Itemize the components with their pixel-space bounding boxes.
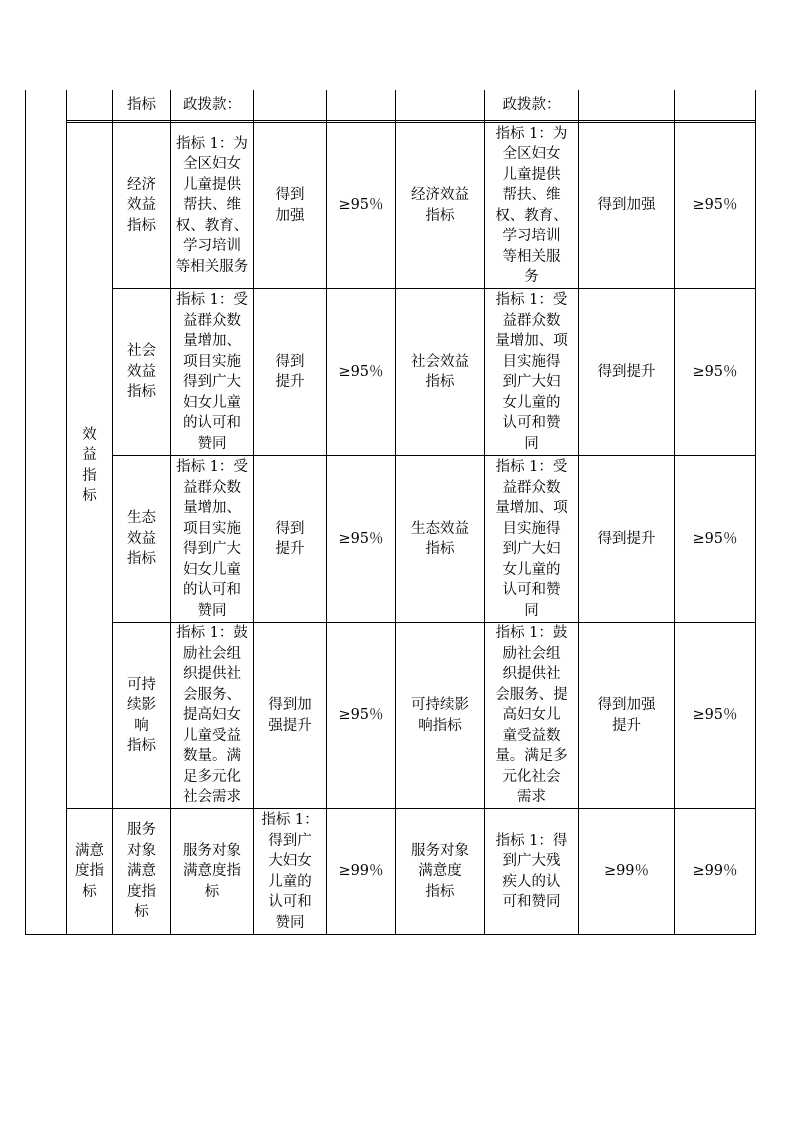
row4-indicator-desc-2: 指标 1：鼓 励社会组 织提供社 会服务、提 高妇女儿 童受益数 量。满足多 元化社会 需求 — [495, 625, 568, 806]
row4-indicator-name: 可持 续影 响 指标 — [127, 676, 156, 754]
satisfaction-indicator-desc-2: 指标 1：得 到广大残 疾人的认 可和赞同 — [495, 832, 568, 910]
row1-indicator-value: 得到 加强 — [275, 187, 305, 224]
row2-indicator-name-2: 社会效益 指标 — [411, 353, 469, 390]
row1-indicator-value-2: 得到加强 — [597, 197, 656, 214]
satisfaction-indicator-name-2: 服务对象 满意度 指标 — [411, 842, 469, 900]
row1-indicator-desc-2: 指标 1：为 全区妇女 儿童提供 帮扶、维 权、教育、 学习培训 等相关服 务 — [495, 125, 568, 285]
row1-target: ≥95％ — [338, 197, 384, 214]
row1-target-2: ≥95％ — [692, 197, 738, 214]
row1-indicator-name-2: 经济效益 指标 — [411, 187, 469, 224]
table-border — [25, 934, 756, 935]
top-row-fund-text: 政拨款： — [183, 96, 241, 113]
row3-target: ≥95％ — [338, 530, 384, 547]
row2-indicator-value: 得到 提升 — [275, 353, 305, 390]
row3-indicator-name: 生态 效益 指标 — [127, 510, 156, 568]
row2-indicator-name: 社会 效益 指标 — [127, 343, 156, 401]
row3-indicator-name-2: 生态效益 指标 — [411, 520, 469, 557]
row2-indicator-desc: 指标 1：受 益群众数 量增加、 项目实施 得到广大 妇女儿童 的认可和 赞同 — [176, 292, 248, 452]
top-row-fund-text-2: 政拨款： — [502, 96, 561, 113]
row2-indicator-desc-2: 指标 1：受 益群众数 量增加、项 目实施得 到广大妇 女儿童的 认可和赞 同 — [495, 292, 568, 452]
row1-indicator-desc: 指标 1：为 全区妇女 儿童提供 帮扶、维 权、教育、 学习培训 等相关服务 — [175, 135, 249, 275]
row3-indicator-value-2: 得到提升 — [597, 530, 656, 547]
row4-indicator-value-2: 得到加强 提升 — [597, 697, 656, 734]
row2-target: ≥95％ — [338, 363, 384, 380]
satisfaction-section-label: 满意 度指 标 — [75, 842, 104, 900]
satisfaction-target: ≥99％ — [338, 863, 384, 880]
row3-indicator-desc-2: 指标 1：受 益群众数 量增加、项 目实施得 到广大妇 女儿童的 认可和赞 同 — [495, 459, 568, 619]
row2-indicator-value-2: 得到提升 — [597, 363, 656, 380]
row4-indicator-desc: 指标 1：鼓 励社会组 织提供社 会服务、 提高妇女 儿童受益 数量。满 足多元化 社会需求 — [176, 625, 248, 806]
row3-target-2: ≥95％ — [692, 530, 738, 547]
row3-indicator-desc: 指标 1：受 益群众数 量增加、 项目实施 得到广大 妇女儿童 的认可和 赞同 — [176, 459, 248, 619]
satisfaction-indicator-desc: 指标 1： 得到广 大妇女 儿童的 认可和 赞同 — [261, 812, 319, 931]
row4-indicator-name-2: 可持续影 响指标 — [411, 697, 469, 734]
row4-target-2: ≥95％ — [692, 707, 738, 724]
performance-indicator-table — [25, 90, 756, 935]
row3-indicator-value: 得到 提升 — [275, 520, 305, 557]
row1-indicator-name: 经济 效益 指标 — [127, 176, 156, 234]
benefit-section-label: 效 益 指 标 — [82, 426, 97, 504]
top-row-indicator-label: 指标 — [127, 96, 156, 113]
row4-indicator-value: 得到加 强提升 — [268, 697, 312, 734]
satisfaction-indicator-name: 服务 对象 满意 度指 标 — [127, 822, 156, 921]
row2-target-2: ≥95％ — [692, 363, 738, 380]
satisfaction-target-3: ≥99％ — [692, 863, 738, 880]
table-border — [25, 90, 26, 935]
row4-target: ≥95％ — [338, 707, 384, 724]
table-border — [66, 120, 756, 121]
satisfaction-indicator-subname: 服务对象 满意度指 标 — [183, 842, 241, 900]
satisfaction-target-2: ≥99％ — [603, 863, 650, 880]
